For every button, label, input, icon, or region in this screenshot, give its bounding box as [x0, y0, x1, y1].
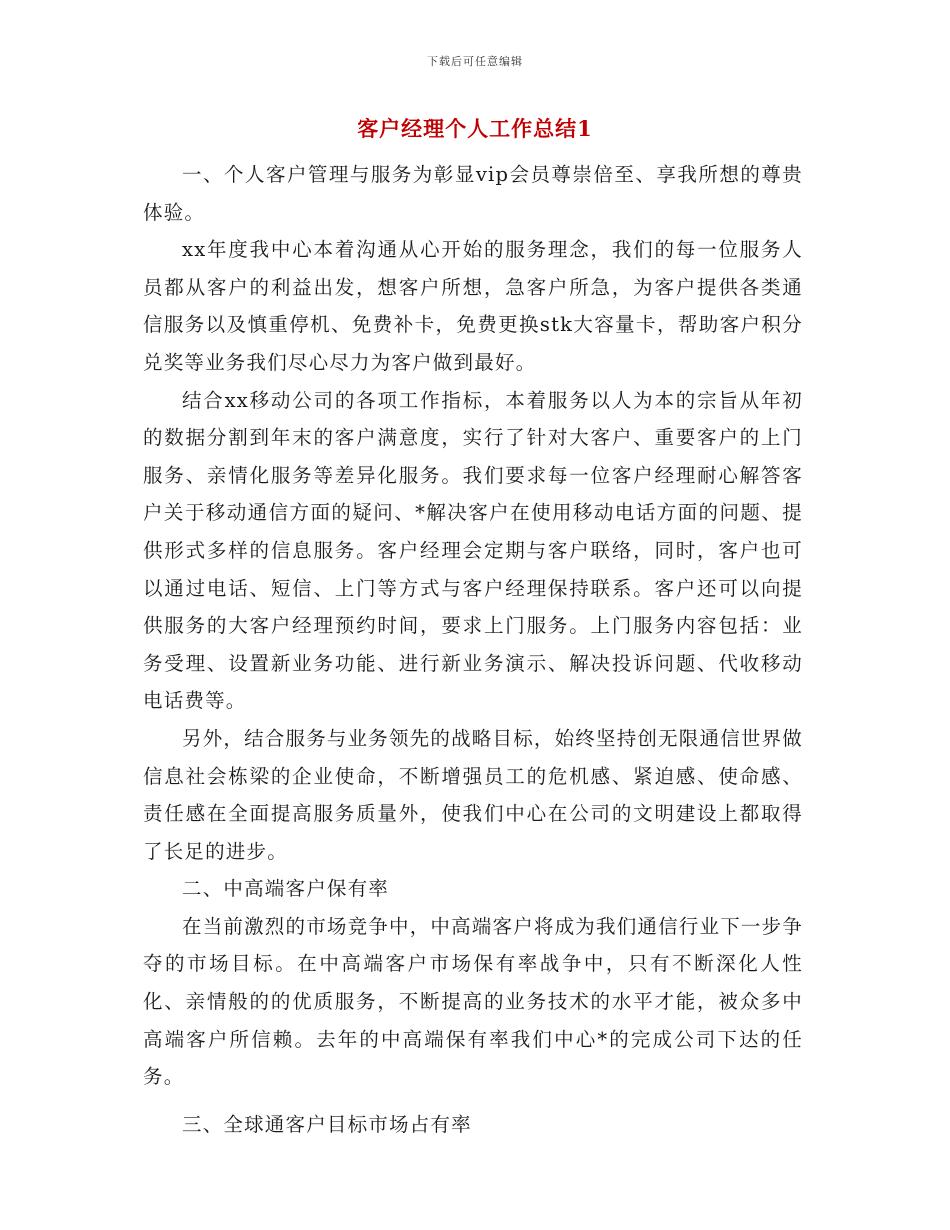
paragraph: xx年度我中心本着沟通从心开始的服务理念，我们的每一位服务人员都从客户的利益出发，想客户所想，急客户所急，为客户提供各类通信服务以及慎重停机、免费补卡，免费更换stk大容量卡，帮助客户积分兑奖等业务我们尽心尽力为客户做到最好。 [143, 238, 803, 374]
paragraph: 结合xx移动公司的各项工作指标，本着服务以人为本的宗旨从年初的数据分割到年末的客户满意度，实行了针对大客户、重要客户的上门服务、亲情化服务等差异化服务。我们要求每一位客户经理耐心解答客户关于移动通信方面的疑问、*解决客户在使用移动电话方面的问题、提供形式多样的信息服务。客户经理会定期与客户联络，同时，客户也可以通过电话、短信、上门等方式与客户经理保持联系。客户还可以向提供服务的大客户经理预约时间，要求上门服务。上门服务内容包括：业务受理、设置新业务功能、进行新业务演示、解决投诉问题、代收移动电话费等。 [143, 388, 803, 713]
paragraph-section-2-heading: 二、中高端客户保有率 [182, 877, 390, 901]
header-note: 下载后可任意编辑 [427, 55, 523, 68]
paragraph: 另外，结合服务与业务领先的战略目标，始终坚持创无限通信世界做信息社会栋梁的企业使命，不断增强员工的危机感、紧迫感、使命感、责任感在全面提高服务质量外，使我们中心在公司的文明建设上都取得了长足的进步。 [143, 726, 804, 863]
paragraph-section-1-heading: 一、个人客户管理与服务为彰显vip会员尊崇倍至、享我所想的尊贵体验。 [143, 163, 803, 224]
document-title: 客户经理个人工作总结1 [357, 116, 593, 141]
paragraph-section-3-heading: 三、全球通客户目标市场占有率 [182, 1112, 472, 1136]
document-body [143, 156, 803, 1143]
paragraph: 在当前激烈的市场竞争中，中高端客户将成为我们通信行业下一步争夺的市场目标。在中高端客户市场保有率战争中，只有不断深化人性化、亲情般的的优质服务，不断提高的业务技术的水平才能，被众多中高端客户所信赖。去年的中高端保有率我们中心*的完成公司下达的任务。 [143, 914, 804, 1089]
